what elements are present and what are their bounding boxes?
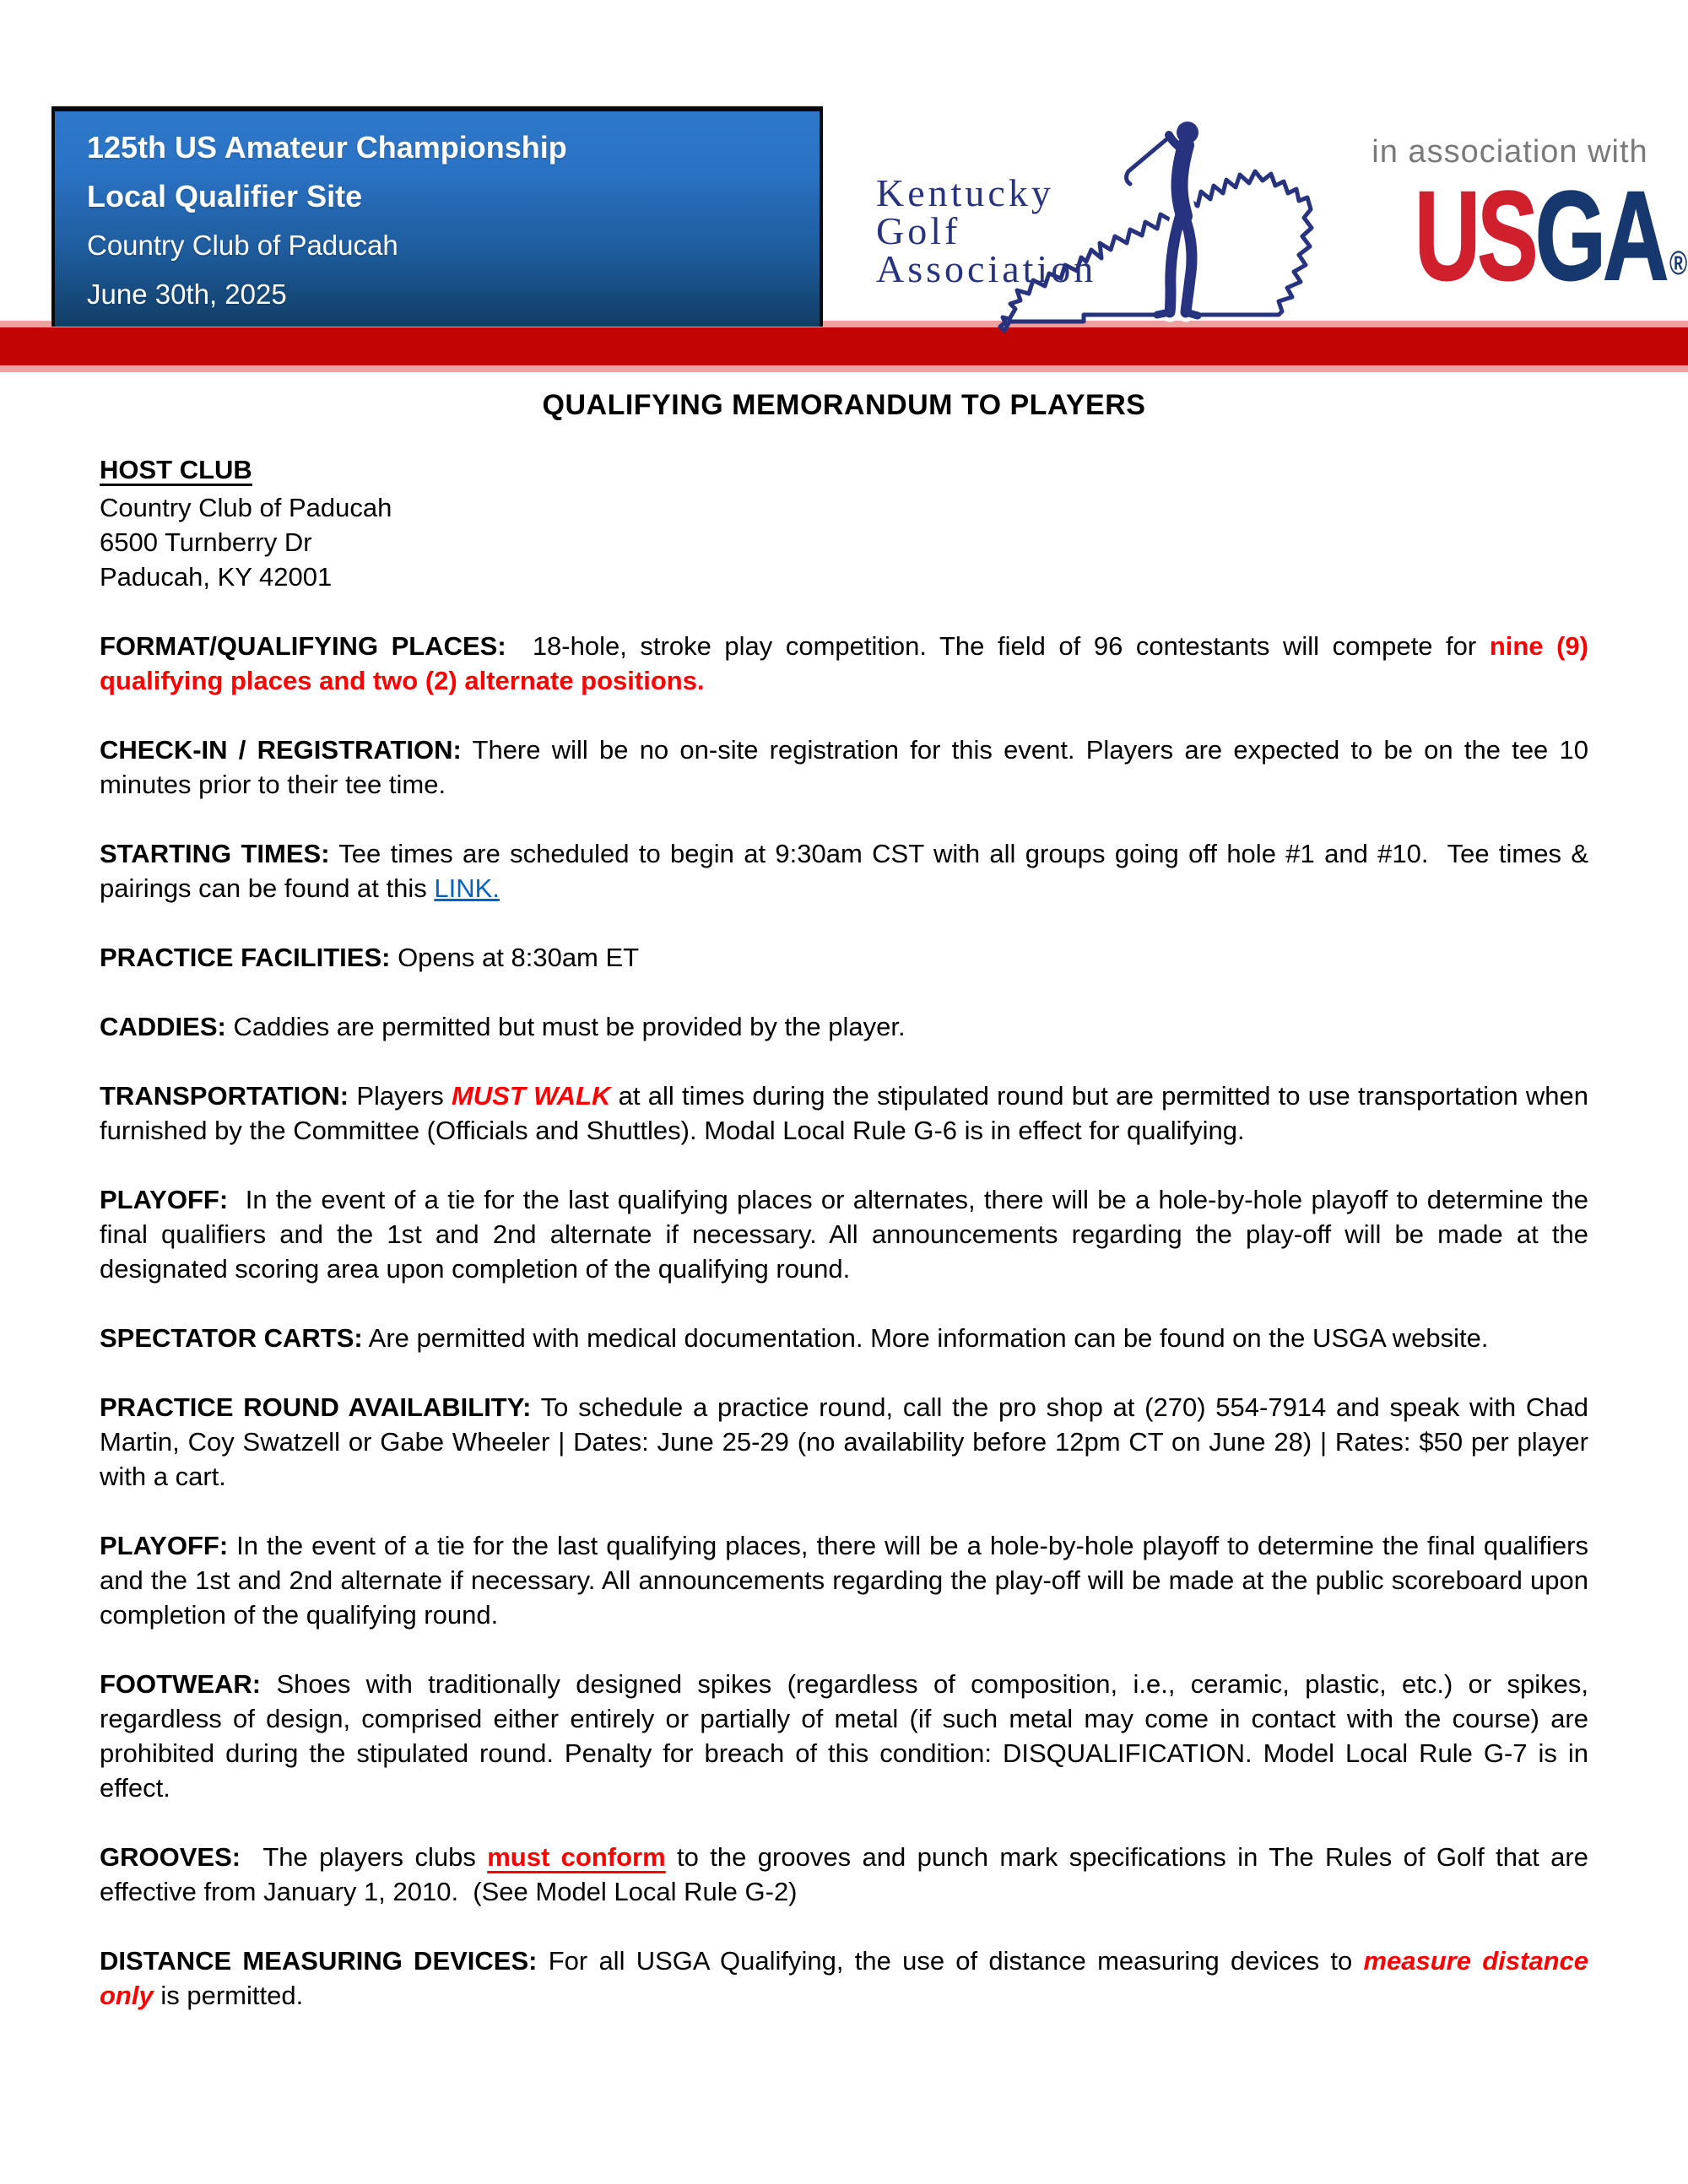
paragraph-text: Are permitted with medical documentation. More information can be found on the USGA website. [362, 1323, 1489, 1353]
usga-association-block [1362, 133, 1688, 306]
usga-logo-us: US [1415, 165, 1535, 306]
association-label: in association with [1372, 134, 1648, 170]
host-club-block [100, 452, 1588, 594]
host-club-name: Country Club of Paducah [100, 493, 392, 522]
paragraph-text: In the event of a tie for the last qualifying places, there will be a hole-by-hole playoff to determine the final qualifiers and the 1st and 2nd alternate if necessary. All announcements regarding the play-off will be made at the public scoreboard upon completion of the qualifying round. [100, 1531, 1588, 1630]
memo-paragraph [100, 836, 1588, 905]
host-club-heading: HOST CLUB [100, 455, 252, 484]
event-info-box [51, 106, 823, 327]
paragraph-text: 18-hole, stroke play competition. The field of 96 contestants will compete for [506, 631, 1490, 661]
registered-trademark-icon: ® [1669, 245, 1688, 282]
memo-paragraph [100, 1840, 1588, 1909]
memo-paragraph [100, 1390, 1588, 1494]
paragraph-text: must conform [487, 1842, 666, 1872]
host-club-city: Paducah, KY 42001 [100, 562, 333, 592]
section-label: CHECK-IN / REGISTRATION: [100, 735, 462, 765]
paragraph-text: is permitted. [153, 1981, 304, 2010]
section-label: PRACTICE FACILITIES: [100, 943, 391, 972]
kga-logo [844, 110, 1325, 334]
section-label: TRANSPORTATION: [100, 1081, 349, 1111]
event-title-line: 125th US Amateur Championship [87, 130, 567, 165]
usga-logo-ga: GA [1534, 165, 1666, 306]
paragraph-text: Opens at 8:30am ET [390, 943, 640, 972]
section-label: CADDIES: [100, 1012, 226, 1041]
memo-paragraph [100, 733, 1588, 802]
paragraph-text: The players clubs [241, 1842, 488, 1872]
memo-paragraph [100, 629, 1588, 698]
host-club-street: 6500 Turnberry Dr [100, 527, 312, 557]
section-label: DISTANCE MEASURING DEVICES: [100, 1946, 538, 1976]
memo-paragraph [100, 1182, 1588, 1286]
kga-logo-line: Golf [876, 209, 961, 252]
memo-paragraph [100, 1667, 1588, 1805]
section-label: FORMAT/QUALIFYING PLACES: [100, 631, 506, 661]
section-label: GROOVES: [100, 1842, 241, 1872]
paragraph-text: Caddies are permitted but must be provided by the player. [225, 1012, 906, 1041]
paragraph-text: For all USGA Qualifying, the use of distance measuring devices to [537, 1946, 1364, 1976]
section-label: PRACTICE ROUND AVAILABILITY: [100, 1392, 532, 1422]
kga-logo-text [876, 171, 1097, 290]
paragraph-text: to the grooves and punch mark specifications in The Rules of Golf that are effective from January 1, 2010. (See Model Local Rule G-2) [100, 1842, 1588, 1906]
event-venue-line: Country Club of Paducah [87, 230, 398, 261]
memo-paragraphs [100, 629, 1588, 2013]
memo-paragraph [100, 940, 1588, 975]
event-subtitle-line: Local Qualifier Site [87, 179, 363, 214]
paragraph-text: To schedule a practice round, call the pro shop at (270) 554-7914 and speak with Chad Martin, Coy Swatzell or Gabe Wheeler | Dates: June 25-29 (no availability before 12pm CT on June 28) | Rates: $50 per player with a cart. [100, 1392, 1588, 1491]
event-date-line: June 30th, 2025 [87, 278, 287, 310]
memo-title: QUALIFYING MEMORANDUM TO PLAYERS [542, 389, 1146, 421]
paragraph-text: at all times during the stipulated round but are permitted to use transportation when furnished by the Committee (Officials and Shuttles). Modal Local Rule G-6 is in effect for qualifying. [100, 1081, 1588, 1145]
usga-logo [1415, 165, 1688, 306]
memo-paragraph [100, 1009, 1588, 1044]
kga-logo-line: Association [876, 247, 1097, 290]
paragraph-text: There will be no on-site registration for this event. Players are expected to be on the tee 10 minutes prior to their tee time. [100, 735, 1589, 799]
section-label: PLAYOFF: [100, 1531, 229, 1560]
paragraph-text: Shoes with traditionally designed spikes (regardless of composition, i.e., ceramic, plastic, etc.) or spikes, regardless of design, comprised either entirely or partially of metal (if such metal may come in contact with the course) are prohibited during the stipulated round. Penalty for breach of this condition: DISQUALIFICATION. Model Local Rule G-7 is in effect. [100, 1669, 1588, 1803]
section-label: PLAYOFF: [100, 1185, 229, 1214]
section-label: STARTING TIMES: [100, 839, 330, 868]
memo-paragraph [100, 1943, 1588, 2013]
tee-times-link[interactable]: LINK. [434, 873, 500, 903]
kga-logo-line: Kentucky [876, 171, 1054, 214]
paragraph-text: Tee times are scheduled to begin at 9:30am CST with all groups going off hole #1 and #10. Tee times & pairings can be found at this [100, 839, 1589, 903]
memo-paragraph [100, 1528, 1588, 1632]
paragraph-text: Players [349, 1081, 452, 1111]
memo-body [0, 372, 1688, 2047]
section-label: FOOTWEAR: [100, 1669, 262, 1699]
paragraph-text: measure distance only [100, 1946, 1588, 2010]
paragraph-text: In the event of a tie for the last qualifying places or alternates, there will be a hole-by-hole playoff to determine the final qualifiers and the 1st and 2nd alternate if necessary. All announcements regarding the play-off will be made at the designated scoring area upon completion of the qualifying round. [100, 1185, 1588, 1284]
paragraph-text: MUST WALK [451, 1081, 611, 1111]
section-label: SPECTATOR CARTS: [100, 1323, 363, 1353]
memo-paragraph [100, 1321, 1588, 1355]
paragraph-text: nine (9) qualifying places and two (2) alternate positions. [100, 631, 1588, 695]
memo-paragraph [100, 1078, 1588, 1148]
